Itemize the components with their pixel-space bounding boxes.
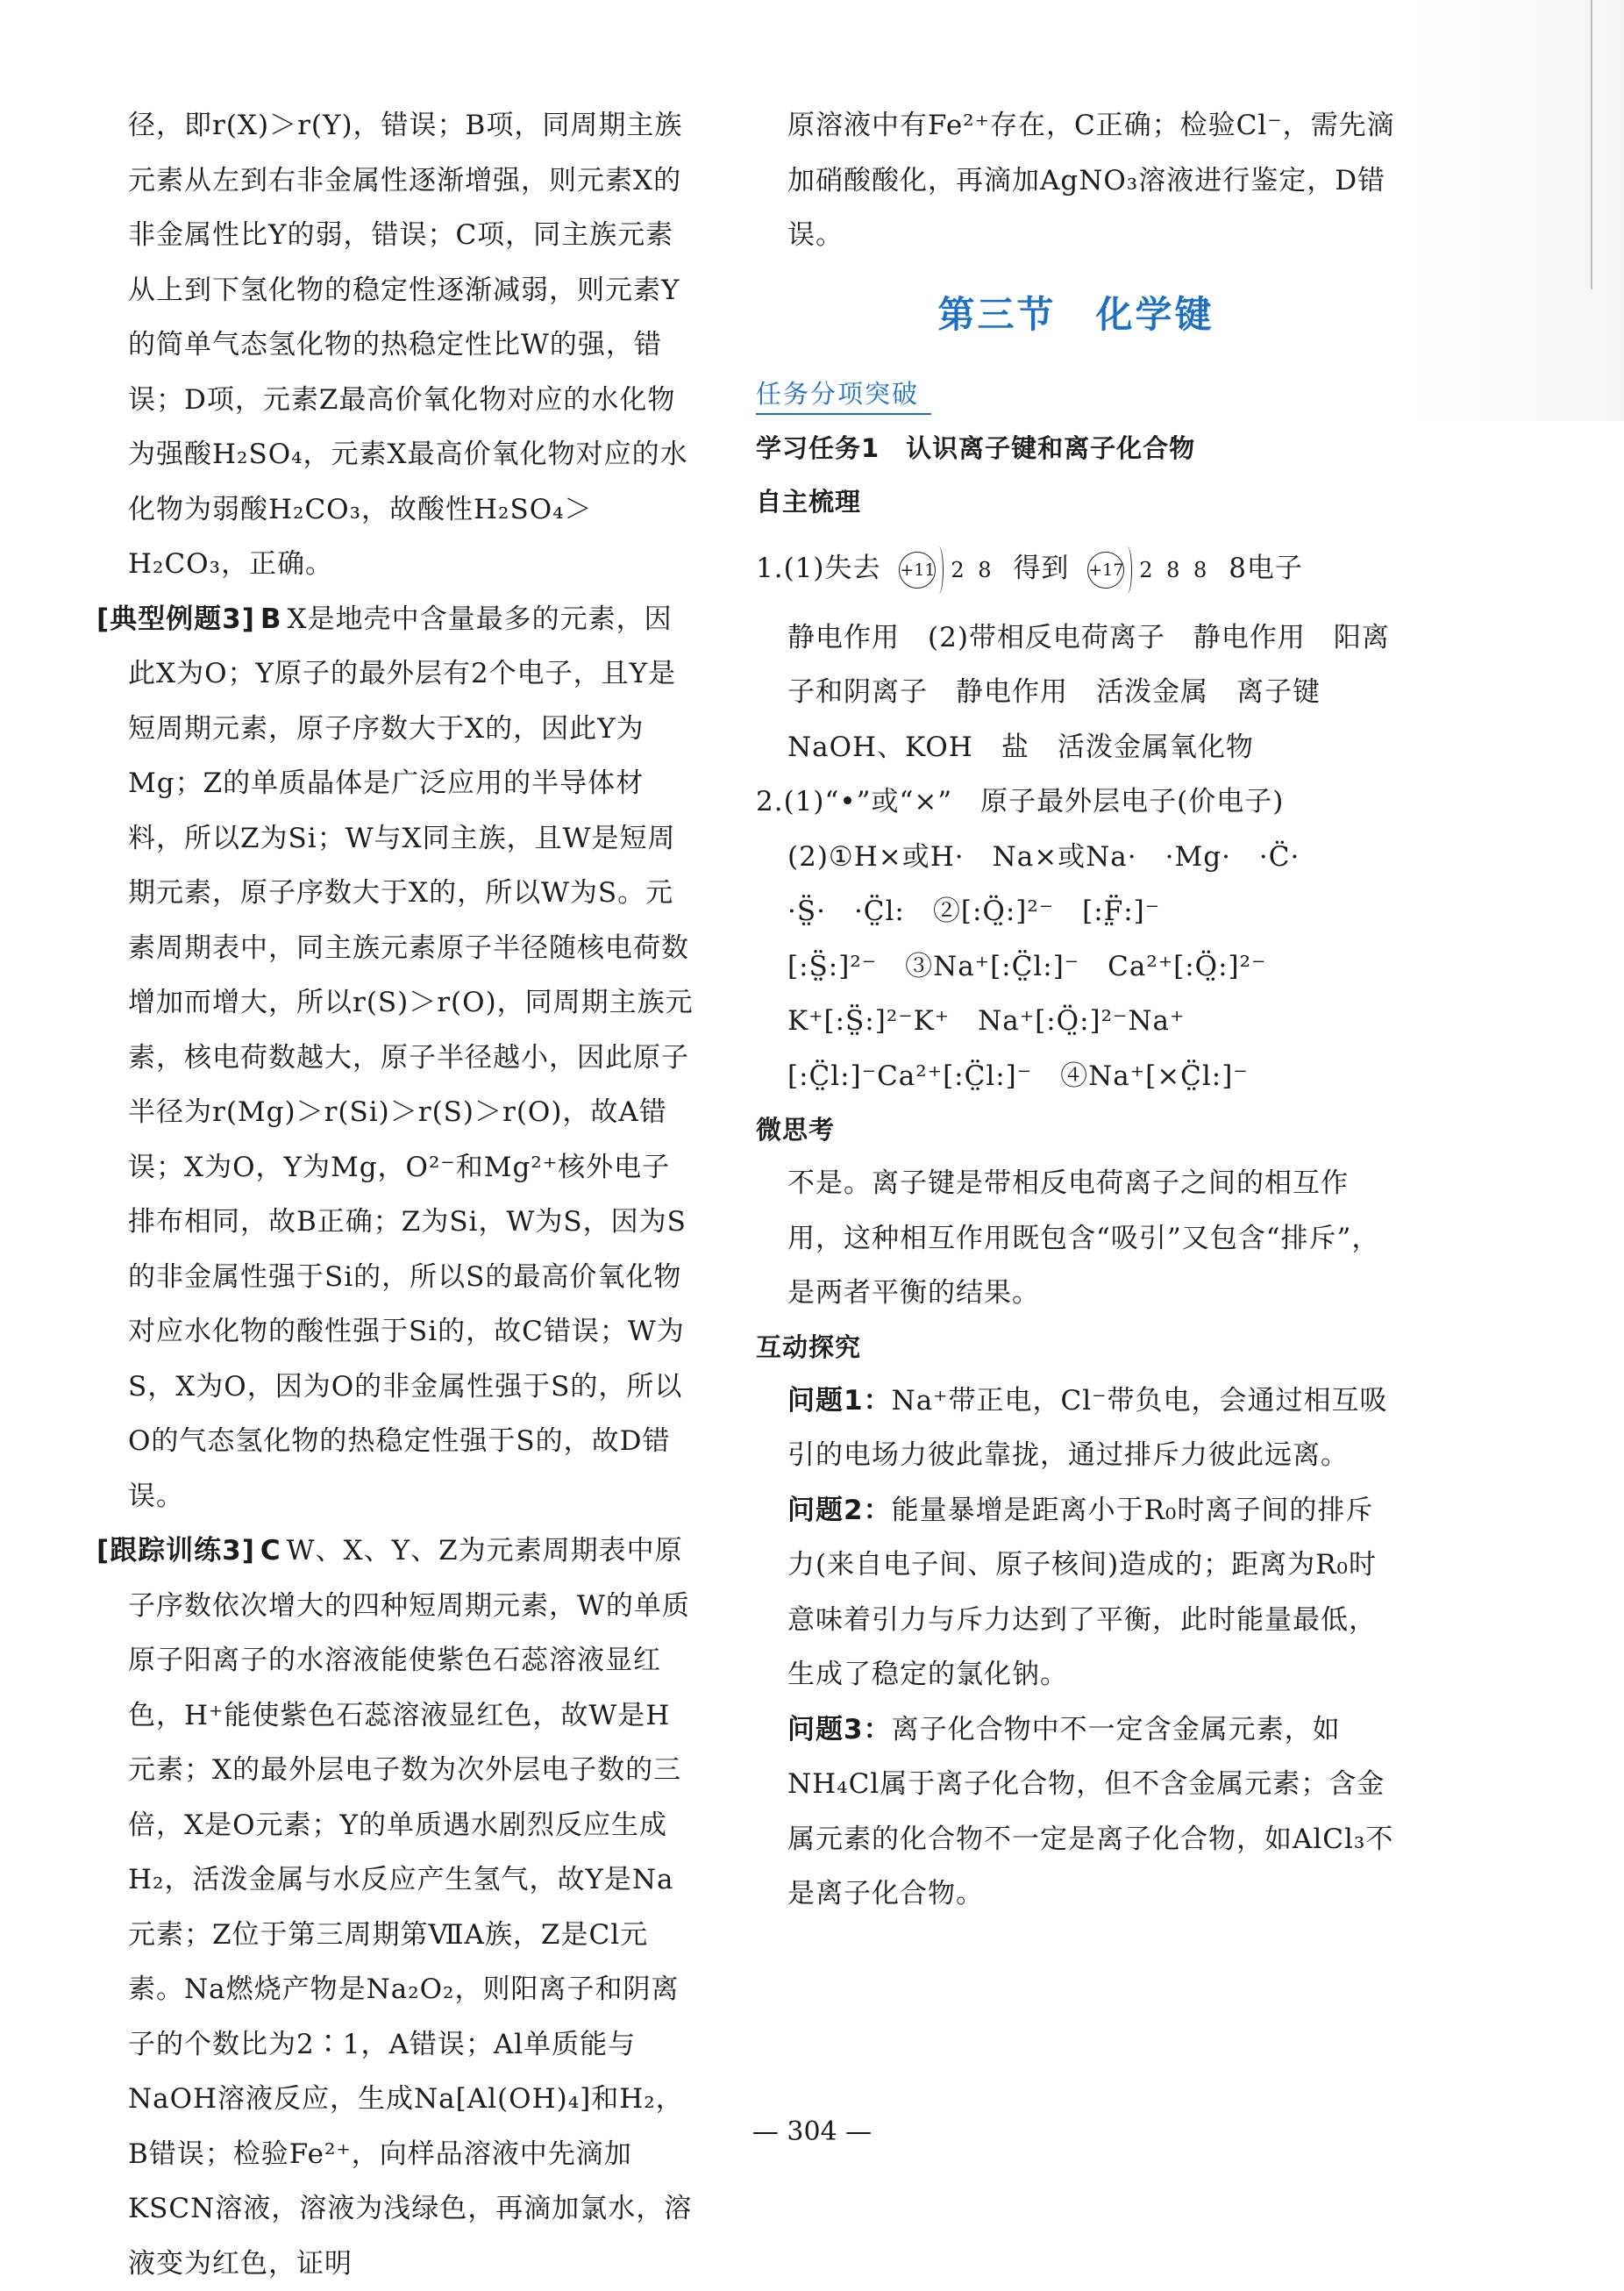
q2-line-1: 2.(1)“•”或“×” 原子最外层电子(价电子) xyxy=(756,786,1285,817)
question-1-label: 问题1： xyxy=(787,1384,892,1417)
sodium-nucleus: +11 xyxy=(899,552,936,589)
q1-lose: 1.(1)失去 xyxy=(756,553,881,584)
question-3 xyxy=(756,1702,1396,1922)
scan-shadow xyxy=(1414,0,1624,421)
exercise-text: W、X、Y、Z为元素周期表中原子序数依次增大的四种短周期元素，W的单质原子阳离子的水溶液能使紫色石蕊溶液显红色，H⁺能使紫色石蕊溶液显红色，故W是H元素；X的最外层电子数为次外层电子数的三倍，X是O元素；Y的单质遇水剧烈反应生成H₂，活泼金属与水反应产生氢气，故Y是Na元素；Z位于第三周期第ⅦA族，Z是Cl元素。Na燃烧产物是Na₂O₂，则阳离子和阴离子的个数比为2∶1，A错误；Al单质能与NaOH溶液反应，生成Na[Al(OH)₄]和H₂，B错误；检验Fe²⁺，向样品溶液中先滴加KSCN溶液，溶液为浅绿色，再滴加氯水，溶液变为红色，证明 xyxy=(128,1535,693,2280)
page-edge-line xyxy=(1591,0,1592,289)
chlorine-shells: 2 8 8 xyxy=(1139,557,1211,582)
left-column xyxy=(96,98,697,2291)
q2-line-2: (2)①H×或H· Na×或Na· ·Mg· ·C̈· xyxy=(787,840,1300,873)
sodium-shells: 2 8 xyxy=(951,557,995,582)
right-column xyxy=(756,98,1396,1922)
question-2-label: 问题2： xyxy=(787,1494,892,1526)
page-number: — 304 — xyxy=(751,2116,873,2147)
q2-line-6: [:C̤̈l:]⁻Ca²⁺[:C̤̈l:]⁻ ④Na⁺[×C̤̈l:]⁻ xyxy=(787,1060,1249,1092)
q1-eight-electron: 8电子 xyxy=(1229,553,1303,584)
task-heading: 学习任务1 认识离子键和离子化合物 xyxy=(756,433,1196,463)
section-title: 第三节 化学键 xyxy=(937,292,1214,336)
q2-line-3: ·S̤̈· ·C̤̈l: ②[:Ö̤:]²⁻ [:F̤̈:]⁻ xyxy=(787,896,1161,927)
exercise-answer: C xyxy=(260,1535,281,1567)
question-1-text: Na⁺带正电，Cl⁻带负电，会通过相互吸引的电场力彼此靠拢，通过排斥力彼此远离。 xyxy=(787,1384,1388,1471)
question-1 xyxy=(756,1374,1396,1483)
typical-example-3 xyxy=(96,592,697,1524)
question-3-text: 离子化合物中不一定含金属元素，如NH₄Cl属于离子化合物，但不含金属元素；含金属元素的化合物不一定是离子化合物，如AlCl₃不是离子化合物。 xyxy=(787,1713,1394,1909)
q1-gain: 得到 xyxy=(1013,553,1070,584)
example-tag: [典型例题3] xyxy=(96,603,255,635)
micro-think-text: 不是。离子键是带相反电荷离子之间的相互作用，这种相互作用既包含“吸引”又包含“排斥”，是两者平衡的结果。 xyxy=(787,1167,1380,1309)
chlorine-atom-diagram xyxy=(1087,530,1210,610)
example-text: X是地壳中含量最多的元素，因此X为O；Y原子的最外层有2个电子，且Y是短周期元素，原子序数大于X的，因此Y为Mg；Z的单质晶体是广泛应用的半导体材料，所以Z为Si；W与X同主族，且W是短周期元素，原子序数大于X的，所以W为S。元素周期表中，同主族元素原子半径随核电荷数增加而增大，所以r(S)＞r(O)，同周期主族元素，核电荷数越大，原子半径越小，因此原子半径为r(Mg)＞r(Si)＞r(S)＞r(O)，故A错误；X为O，Y为Mg，O²⁻和Mg²⁺核外电子排布相同，故B正确；Z为Si，W为S，因为S的非金属性强于Si的，所以S的最高价氧化物对应水化物的酸性强于Si的，故C错误；W为S，X为O，因为O的非金属性强于S的，所以O的气态氢化物的热稳定性强于S的，故D错误。 xyxy=(128,603,694,1512)
q2-line-5: K⁺[:S̤̈:]²⁻K⁺ Na⁺[:Ö̤:]²⁻Na⁺ xyxy=(787,1005,1186,1037)
subsection-heading: 任务分项突破 xyxy=(756,375,931,415)
shell-arc xyxy=(934,546,944,594)
right-continuation: 原溶液中有Fe²⁺存在，C正确；检验Cl⁻，需先滴加硝酸酸化，再滴加AgNO₃溶液进行鉴定，D错误。 xyxy=(787,110,1395,251)
tracking-exercise-3 xyxy=(96,1524,697,2291)
q1-continued: 静电作用 (2)带相反电荷离子 静电作用 阳离子和阴离子 静电作用 活泼金属 离子键 NaOH、KOH 盐 活泼金属氧化物 xyxy=(787,621,1390,763)
q2-line-4: [:S̤̈:]²⁻ ③Na⁺[:C̤̈l:]⁻ Ca²⁺[:Ö̤:]²⁻ xyxy=(787,950,1267,982)
question-3-label: 问题3： xyxy=(787,1713,892,1745)
question-2 xyxy=(756,1483,1396,1702)
question-2-text: 能量暴增是距离小于R₀时离子间的排斥力(来自电子间、原子核间)造成的；距离为R₀时意味着引力与斥力达到了平衡，此时能量最低，生成了稳定的氯化钠。 xyxy=(787,1494,1377,1690)
q1-line xyxy=(756,528,1396,610)
left-paragraph-1: 径，即r(X)＞r(Y)，错误；B项，同周期主族元素从左到右非金属性逐渐增强，则元素X的非金属性比Y的弱，错误；C项，同主族元素从上到下氢化物的稳定性逐渐减弱，则元素Y的简单气态氢化物的热稳定性比W的强，错误；D项，元素Z最高价氧化物对应的水化物为强酸H₂SO₄，元素X最高价氧化物对应的水化物为弱酸H₂CO₃，故酸性H₂SO₄＞H₂CO₃，正确。 xyxy=(128,110,688,580)
shell-arc xyxy=(1122,546,1132,594)
example-answer: B xyxy=(260,603,282,635)
exercise-tag: [跟踪训练3] xyxy=(96,1535,255,1567)
micro-think-heading: 微思考 xyxy=(756,1115,836,1145)
chlorine-nucleus: +17 xyxy=(1087,552,1124,589)
interactive-explore-heading: 互动探究 xyxy=(756,1331,862,1362)
self-study-heading: 自主梳理 xyxy=(756,487,862,517)
sodium-atom-diagram xyxy=(899,530,994,610)
